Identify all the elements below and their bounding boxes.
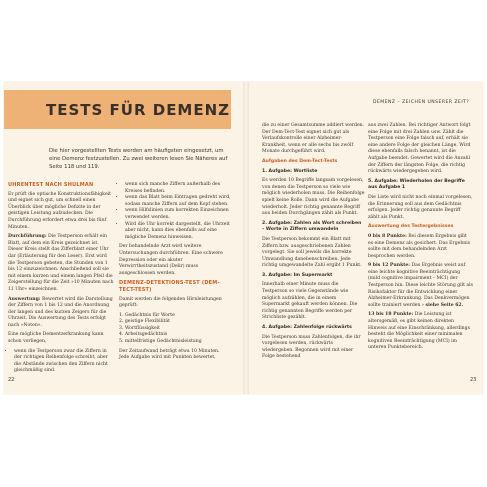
list-item: • wenn sich manche Ziffern außerhalb des Kreises befinden. <box>125 182 231 195</box>
column-3 <box>262 123 365 364</box>
paragraph: Die Liste wird nicht noch einmal vorgelesen, die Erinnerung soll aus dem Gedächtnis erfolgen. Jeder richtig genannte Begriff zählt als Punkt. <box>368 194 473 220</box>
paragraph <box>8 297 114 330</box>
paragraph-text: Bewertet wird die Darstellung der Ziffern von 1 bis 12 und die Anordnung der langen und des kurzen Zeigers für die Uhrzeit. Die Auswertung des Tests erfolgt nach »Noten«. <box>8 296 113 328</box>
paragraph <box>368 234 473 260</box>
paragraph: Der Zeitaufwand beträgt etwa 10 Minuten. Jede Aufgabe wird mit Punkten bewertet, <box>119 348 220 361</box>
paragraph-text: Bei diesem Ergebnis gibt es eine Demenz als gesichert. Das Ergebnis sollte mit dem behandelnden Arzt besprochen werden. <box>368 233 471 259</box>
paragraph: Innerhalb einer Minute muss die Testperson so viele Gegenstände wie möglich aufzählen, die in einem Supermarkt gekauft werden können. Die richtig genannten Begriffe werden per Strichliste gezählt. <box>262 282 358 321</box>
column-4 <box>368 123 473 355</box>
task-heading: 3. Aufgabe: Im Supermarkt <box>262 272 333 278</box>
list-item: 2. geistige Flexibilität <box>119 319 170 325</box>
list-item: 1. Gedächtnis für Worte <box>119 312 175 318</box>
label: 0 bis 8 Punkte: <box>368 233 407 239</box>
list-item: 5. mittelfristige Gedächtnisleistung <box>119 339 202 345</box>
paragraph: aus zwei Zahlen. Bei richtiger Antwort folgt eine Folge mit drei Zahlen usw. Zählt die Testperson eine Folge falsch auf, erhält sie eine andere Folge der gleichen Länge. Wird diese ebenfalls falsch benannt, ist die Aufgabe beendet. Gewertet wird die Anzahl der Ziffern der längsten Folge, die richtig rückwärts wiedergegeben wird. <box>368 123 471 175</box>
paragraph-text: Die Testperson erhält ein Blatt, auf dem ein Kreis gezeichnet ist. Dieser Kreis stellt das Zifferblatt einer Uhr dar (Erläuterung für den Leser). Erst wird die Testperson gebeten, die Stunden von 1 bis 12 einzuzeichnen. Anschließend soll sie mit einem kurzen und einem langen Pfeil die Zeigerstellung für die Zeit »10 Minuten nach 11 Uhr« einzeichnen. <box>8 234 114 292</box>
label: Durchführung: <box>8 234 47 240</box>
book-gutter <box>243 82 249 394</box>
page-reference: › siehe Seite 62. <box>420 302 464 308</box>
paragraph: Eine mögliche Dementzerkrankung kann schon vorliegen, <box>8 332 104 345</box>
page-title: TESTS FÜR DEMENZ <box>46 101 231 119</box>
list-item: 3. Wortflüssigkeit <box>119 325 161 331</box>
list-item: • wenn das Blatt beim Eintragen gedreht wird, sodass manche Ziffern auf dem Kopf stehen. <box>125 195 231 208</box>
section-heading: Auswertung des Testergebnisses <box>368 224 454 230</box>
paragraph: die zu einer Gesamtsumme addiert werden. Der Dem-Tect-Test eignet sich gut als Verlaufskontrolle einer Alzheimer-Krankheit, wenn er alle sechs bis zwölf Monate durchgeführt wird. <box>262 123 365 155</box>
section-heading: DEMENZ-DETEKTIONS-TEST (DEM-TECT-TEST) <box>119 280 220 293</box>
column-2 <box>119 182 231 365</box>
task-heading: 4. Aufgabe: Zahlenfolge rückwärts <box>262 325 352 331</box>
list-item: • wenn die Testperson zwar die Ziffern in der richtigen Reihenfolge schreibt, aber die Abstände zwischen den Ziffern nicht gleichmäßig sind. <box>14 349 114 375</box>
label: 9 bis 12 Punkte: <box>368 263 410 269</box>
paragraph: Die Testperson bekommt ein Blatt mit Ziffern bzw. ausgeschriebenen Zahlen vorgelegt. Sie soll jeweils die korrekte Umwandlung danebenschreiben. Jede richtig umgewandelte Zahl ergibt 1 Punkt. <box>262 236 362 269</box>
column-1 <box>8 182 114 378</box>
task-heading: 1. Aufgabe: Wortliste <box>262 168 318 174</box>
paragraph-text: Das Ergebnis weist auf eine leichte kognitive Beeinträchtigung (mild cognitive impairment – MCI) der Testperson hin. Diese leichte Störung gilt als Risikofaktor für die Entwicklung einer Alzheimer-Erkrankung. Das Denkvermögen sollte trainiert werden <box>368 263 473 308</box>
paragraph <box>368 263 473 309</box>
bullet-list <box>119 182 231 241</box>
running-head: DEMENZ – ZEICHEN UNSERER ZEIT? <box>373 100 470 105</box>
paragraph: Die Testperson muss Zahlenfolgen, die ihr vorgelesen werden, rückwärts wiedergeben. Begonnen wird mit einer Folge bestehend <box>262 334 361 360</box>
intro-text: Die hier vorgestellten Tests werden am häufigsten eingesetzt, um eine Demenz festzustellen. Zu zwei weiteren lesen Sie Näheres auf Seite 118 und 119. <box>49 148 228 170</box>
task-heading: 5. Aufgabe: Wiederholen der Begriffe aus Aufgabe 1 <box>368 178 465 191</box>
paragraph <box>8 234 114 293</box>
paragraph-text: Die Leistung ist altersgemäß, es gibt keinen direkten Hinweis auf eine Einschränkung, allerdings besteht die Möglichkeit einer minimalen kognitiven Beeinträchtigung (MCI) im unteren Punktebereich. <box>368 312 470 351</box>
task-heading: 2. Aufgabe: Zahlen als Wort schreiben – Worte in Ziffern umwandeln <box>262 220 362 233</box>
label: 13 bis 18 Punkte: <box>368 312 414 318</box>
page-number-right: 23 <box>470 377 477 383</box>
paragraph: Der behandelnde Arzt wird weitere Untersuchungen durchführen. Eine schwere Depression oder ein akuter Verwirrtheitszustand (Delir) muss ausgeschlossen werden. <box>119 244 223 276</box>
page-number-left: 22 <box>8 377 15 383</box>
bullet-list <box>8 349 114 375</box>
paragraph: Damit werden die folgenden Hirnleistungen geprüft: <box>119 296 222 309</box>
list-item: • Wird die Uhr korrekt dargestellt, die Uhrzeit aber nicht, kann dies ebenfalls auf eine mögliche Demenz hinweisen. <box>125 222 231 242</box>
list-item: 4. Arbeitsgedächtnis <box>119 332 168 338</box>
paragraph <box>368 312 473 352</box>
section-heading: Aufgaben des Dem-Tect-Tests <box>262 158 338 164</box>
section-heading: UHRENTEST NACH SHULMAN <box>8 182 94 188</box>
numbered-list <box>119 313 231 346</box>
paragraph: Es werden 10 Begriffe langsam vorgelesen, von denen die Testperson so viele wie möglich wiederholen muss. Die Reihenfolge spielt keine Rolle. Dann wird die Aufgabe wiederholt. Jeder richtig genannte Begriff aus beiden Durchgängen zählt als Punkt. <box>262 178 365 217</box>
label: Auswertung: <box>8 296 41 302</box>
list-item: • wenn Hilfslinien zum korrekten Einzeichnen verwendet werden. <box>125 208 231 221</box>
paragraph: Er prüft die optische Konstruktionsfähigkeit und eignet sich gut, um schnell einen Überblick über mögliche Defizite in der geistigen Leistung aufzudecken. Die Durchführung erfordert etwa drei bis fünf Minuten. <box>8 191 111 230</box>
